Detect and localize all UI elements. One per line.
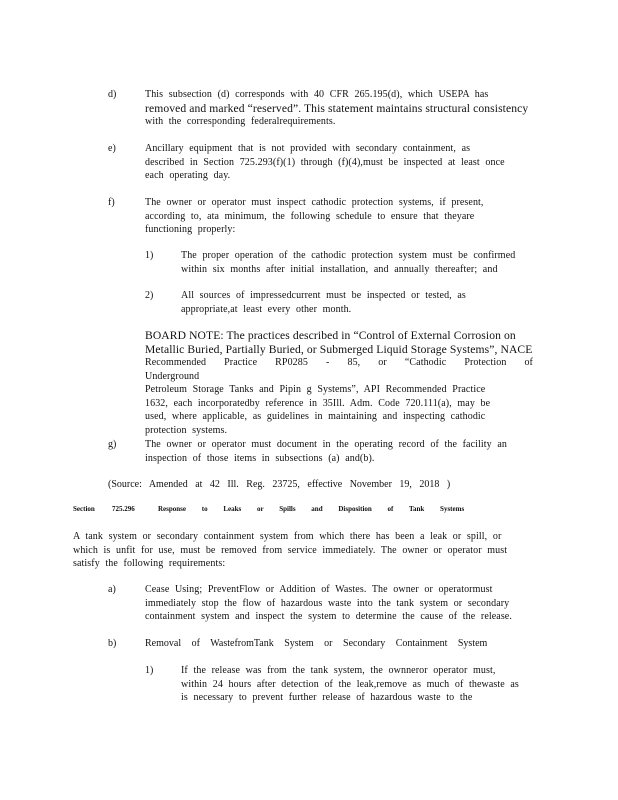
- intro-paragraph: [73, 530, 531, 571]
- text-line: protection systems.: [145, 424, 228, 436]
- item-b-1-text: [181, 664, 533, 705]
- board-note: [145, 329, 533, 437]
- text-line: 1632, each incorporatedby reference in 35Ill. Adm. Code 720.111(a), may be: [145, 397, 491, 409]
- item-g-text: [145, 438, 525, 465]
- item-f-1-text: [181, 249, 533, 276]
- item-f-2-text: [181, 289, 486, 316]
- item-d-label: d): [108, 89, 117, 100]
- text-line: with the corresponding federalrequirements.: [145, 116, 336, 127]
- text-line: appropriate,at least every other month.: [181, 303, 352, 315]
- text-line: immediately stop the flow of hazardous waste into the tank system or secondary: [145, 597, 510, 609]
- text-line: removed and marked “reserved”. This statement maintains structural consistency: [145, 101, 529, 115]
- text-line: The owner or operator must document in the operating record of the facility an: [145, 439, 507, 450]
- text-line: BOARD NOTE: The practices described in “Control of External Corrosion on: [145, 329, 516, 342]
- text-line: each operating day.: [145, 170, 231, 181]
- text-line: satisfy the following requirements:: [73, 558, 226, 569]
- source-note: (Source: Amended at 42 Ill. Reg. 23725, effective November 19, 2018 ): [108, 479, 451, 490]
- text-line: Ancillary equipment that is not provided with secondary containment, as: [145, 143, 471, 154]
- item-b-text: Removal of WastefromTank System or Secondary Containment System: [145, 638, 488, 649]
- text-line: containment system and inspect the system to determine the cause of the release.: [145, 611, 512, 622]
- item-f-label: f): [108, 197, 115, 208]
- item-e-label: e): [108, 143, 116, 154]
- item-a-text: [145, 583, 530, 624]
- text-line: All sources of impressedcurrent must be inspected or tested, as: [181, 290, 466, 301]
- text-line: This subsection (d) corresponds with 40 CFR 265.195(d), which USEPA has: [145, 89, 489, 100]
- section-title: Response to Leaks or Spills and Disposition of Tank Systems: [158, 505, 465, 513]
- item-f-text: [145, 196, 525, 237]
- item-e-text: [145, 142, 530, 183]
- text-line: is necessary to prevent further release of hazardous waste to the: [181, 692, 473, 703]
- section-number: 725.296: [112, 505, 135, 513]
- text-line: inspection of those items in subsections (a) and(b).: [145, 452, 375, 464]
- text-line: The owner or operator must inspect cathodic protection systems, if present,: [145, 197, 484, 208]
- text-line: used, where applicable, as guidelines in maintaining and inspecting cathodic: [145, 411, 486, 422]
- item-g-label: g): [108, 439, 117, 450]
- text-line: The proper operation of the cathodic protection system must be confirmed: [181, 250, 516, 261]
- text-line: functioning properly:: [145, 224, 236, 235]
- text-line: within 24 hours after detection of the leak,remove as much of thewaste as: [181, 678, 519, 690]
- text-line: within six months after initial installation, and annually thereafter; and: [181, 263, 498, 275]
- item-a-label: a): [108, 584, 116, 595]
- item-b-1-label: 1): [145, 665, 154, 676]
- text-line: which is unfit for use, must be removed from service immediately. The owner or operator must: [73, 544, 508, 556]
- section-word: Section: [73, 505, 95, 513]
- text-line: Metallic Buried, Partially Buried, or Submerged Liquid Storage Systems”, NACE: [145, 342, 533, 356]
- text-line: described in Section 725.293(f)(1) through (f)(4),must be inspected at least once: [145, 156, 505, 168]
- text-line: If the release was from the tank system, the ownneror operator must,: [181, 665, 496, 676]
- item-d-text: [145, 88, 540, 129]
- text-line: Recommended Practice RP0285 - 85, or “Cathodic Protection of Underground: [145, 357, 533, 382]
- item-f-2-label: 2): [145, 290, 154, 301]
- text-line: according to, ata minimum, the following schedule to ensure that theyare: [145, 210, 475, 222]
- item-b-label: b): [108, 638, 117, 649]
- text-line: Cease Using; PreventFlow or Addition of Wastes. The owner or operatormust: [145, 584, 493, 595]
- text-line: Petroleum Storage Tanks and Pipin g Systems”, API Recommended Practice: [145, 384, 486, 395]
- text-line: A tank system or secondary containment system from which there has been a leak or spill, or: [73, 531, 502, 542]
- item-f-1-label: 1): [145, 250, 154, 261]
